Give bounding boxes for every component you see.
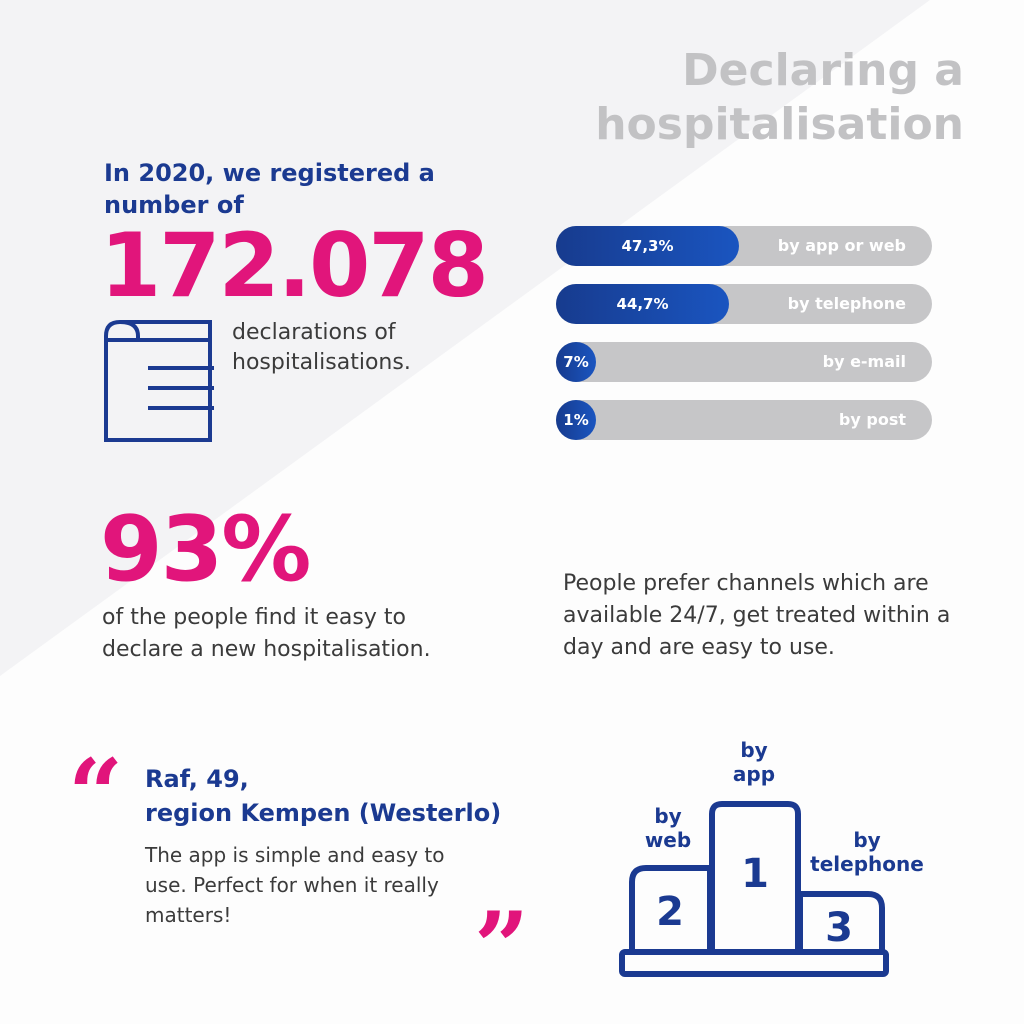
channel-bar (556, 400, 932, 440)
podium-rank-1: 1 (741, 851, 769, 897)
intro-text: In 2020, we registered a number of (104, 159, 435, 219)
declarations-label: declarations of hospitalisations. (232, 320, 411, 375)
declarations-count: 172.078 (100, 214, 487, 317)
channel-bar-label: by telephone (787, 294, 906, 313)
channel-bar-percent: 1% (563, 411, 589, 429)
podium-rank-2: 2 (656, 889, 684, 935)
channel-bar (556, 226, 932, 266)
easy-description: of the people find it easy to declare a new hospitalisation. (102, 605, 431, 662)
channel-bar-label: by app or web (777, 236, 906, 255)
quote-author-name: Raf, 49, (145, 765, 249, 793)
podium-rank-3: 3 (825, 905, 853, 951)
channel-bar-percent: 44,7% (616, 295, 669, 313)
easy-percentage: 93% (100, 497, 310, 602)
quote-close-mark: ” (474, 891, 530, 1004)
podium-second-label: by web (644, 804, 692, 852)
channel-bar-label: by post (838, 410, 906, 429)
podium-third-label: by telephone (810, 828, 924, 876)
channel-bar-percent: 7% (563, 353, 589, 371)
quote-open-mark: “ (68, 738, 124, 851)
channel-bar (556, 284, 932, 324)
preference-text: People prefer channels which are available 24/7, get treated within a day and are easy to use. (563, 571, 951, 660)
channel-bar (556, 342, 932, 382)
quote-author (145, 762, 525, 830)
quote-author-region: region Kempen (Westerlo) (145, 799, 502, 827)
channel-bar-label: by e-mail (822, 352, 906, 371)
podium-first-label: by app (732, 738, 776, 786)
page-title: Declaring a hospitalisation (595, 45, 964, 150)
document-icon (102, 318, 218, 446)
quote-text: The app is simple and easy to use. Perfect for when it really matters! (145, 843, 445, 927)
channel-bar-percent: 47,3% (621, 237, 674, 255)
